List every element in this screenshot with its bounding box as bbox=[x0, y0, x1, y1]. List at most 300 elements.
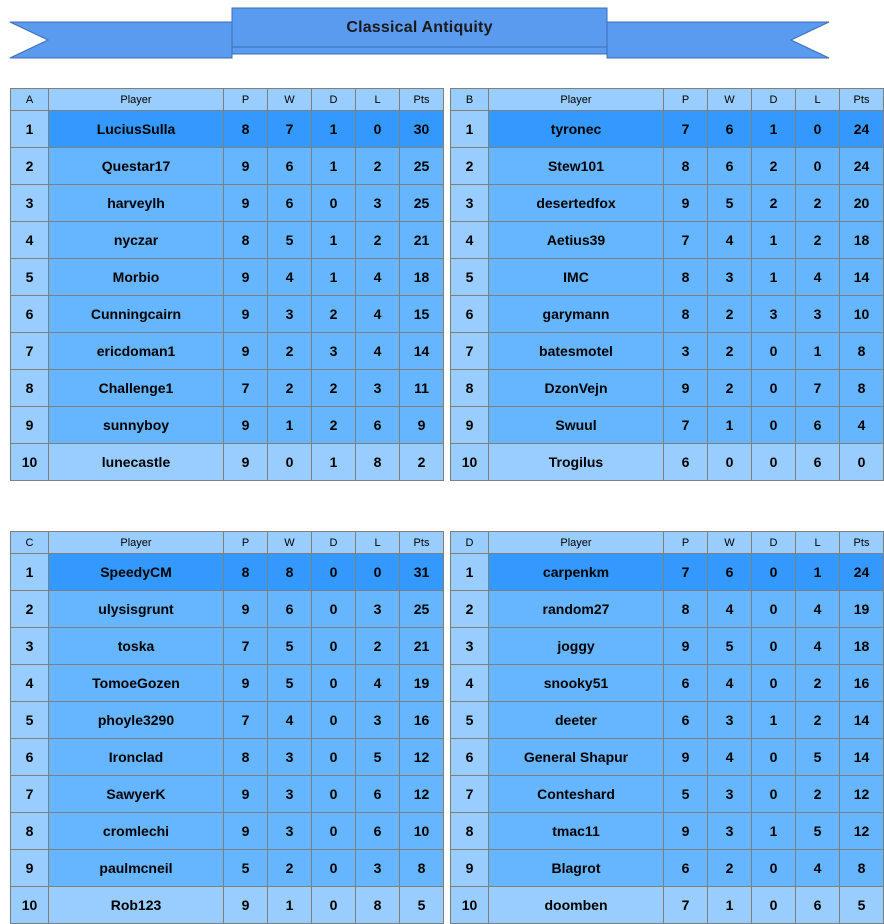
table-row bbox=[451, 185, 884, 222]
row-lost: 3 bbox=[796, 296, 840, 333]
banner bbox=[0, 0, 839, 70]
row-points: 12 bbox=[400, 739, 444, 776]
row-points: 30 bbox=[400, 111, 444, 148]
row-lost: 7 bbox=[796, 370, 840, 407]
row-won: 1 bbox=[268, 407, 312, 444]
row-lost: 2 bbox=[356, 628, 400, 665]
table-header-row bbox=[11, 532, 444, 554]
ribbon-graphic bbox=[0, 0, 839, 70]
row-player: tyronec bbox=[489, 111, 664, 148]
row-won: 2 bbox=[268, 370, 312, 407]
row-position: 10 bbox=[451, 887, 489, 924]
row-drawn: 0 bbox=[752, 887, 796, 924]
row-lost: 0 bbox=[356, 111, 400, 148]
row-position: 8 bbox=[11, 813, 49, 850]
row-points: 25 bbox=[400, 148, 444, 185]
row-drawn: 0 bbox=[752, 850, 796, 887]
row-drawn: 0 bbox=[312, 628, 356, 665]
table-row bbox=[451, 702, 884, 739]
row-played: 7 bbox=[224, 702, 268, 739]
row-won: 1 bbox=[708, 407, 752, 444]
table-row bbox=[451, 554, 884, 591]
row-player: cromlechi bbox=[49, 813, 224, 850]
row-played: 5 bbox=[664, 776, 708, 813]
row-lost: 5 bbox=[356, 739, 400, 776]
row-played: 9 bbox=[224, 148, 268, 185]
row-played: 9 bbox=[664, 739, 708, 776]
row-position: 2 bbox=[451, 148, 489, 185]
row-lost: 4 bbox=[796, 628, 840, 665]
row-played: 9 bbox=[224, 444, 268, 481]
row-won: 3 bbox=[708, 813, 752, 850]
row-drawn: 0 bbox=[312, 665, 356, 702]
row-points: 14 bbox=[840, 702, 884, 739]
table-row bbox=[11, 370, 444, 407]
row-drawn: 1 bbox=[312, 111, 356, 148]
row-position: 2 bbox=[11, 148, 49, 185]
row-player: LuciusSulla bbox=[49, 111, 224, 148]
row-won: 3 bbox=[268, 739, 312, 776]
column-header-w: W bbox=[268, 89, 312, 111]
table-row bbox=[11, 702, 444, 739]
row-player: random27 bbox=[489, 591, 664, 628]
row-drawn: 1 bbox=[312, 444, 356, 481]
row-player: joggy bbox=[489, 628, 664, 665]
row-points: 8 bbox=[840, 333, 884, 370]
row-player: garymann bbox=[489, 296, 664, 333]
row-lost: 3 bbox=[356, 702, 400, 739]
row-lost: 4 bbox=[796, 591, 840, 628]
row-position: 3 bbox=[451, 185, 489, 222]
row-won: 4 bbox=[708, 222, 752, 259]
row-player: lunecastle bbox=[49, 444, 224, 481]
standings-tables bbox=[0, 88, 870, 924]
row-drawn: 0 bbox=[752, 739, 796, 776]
row-won: 5 bbox=[708, 628, 752, 665]
row-drawn: 0 bbox=[752, 407, 796, 444]
column-header-pts: Pts bbox=[840, 89, 884, 111]
row-won: 5 bbox=[268, 628, 312, 665]
row-points: 18 bbox=[400, 259, 444, 296]
row-played: 9 bbox=[224, 333, 268, 370]
table-row bbox=[11, 887, 444, 924]
row-played: 7 bbox=[664, 887, 708, 924]
row-lost: 2 bbox=[356, 148, 400, 185]
row-player: paulmcneil bbox=[49, 850, 224, 887]
group-label: A bbox=[11, 89, 49, 111]
row-position: 5 bbox=[11, 259, 49, 296]
column-header-pts: Pts bbox=[400, 532, 444, 554]
row-played: 7 bbox=[224, 370, 268, 407]
column-header-l: L bbox=[796, 89, 840, 111]
row-drawn: 2 bbox=[752, 185, 796, 222]
row-won: 6 bbox=[708, 148, 752, 185]
row-points: 12 bbox=[840, 813, 884, 850]
row-player: Swuul bbox=[489, 407, 664, 444]
row-player: Cunningcairn bbox=[49, 296, 224, 333]
standings-table-a bbox=[10, 88, 444, 481]
table-row bbox=[451, 296, 884, 333]
row-points: 12 bbox=[400, 776, 444, 813]
column-header-p: P bbox=[224, 89, 268, 111]
row-played: 3 bbox=[664, 333, 708, 370]
row-player: toska bbox=[49, 628, 224, 665]
row-won: 4 bbox=[708, 591, 752, 628]
row-position: 9 bbox=[11, 850, 49, 887]
row-position: 10 bbox=[11, 444, 49, 481]
column-header-pts: Pts bbox=[840, 532, 884, 554]
row-lost: 2 bbox=[796, 185, 840, 222]
row-played: 6 bbox=[664, 444, 708, 481]
row-drawn: 1 bbox=[312, 148, 356, 185]
row-played: 9 bbox=[224, 776, 268, 813]
row-position: 9 bbox=[451, 850, 489, 887]
row-played: 9 bbox=[664, 185, 708, 222]
row-played: 7 bbox=[664, 222, 708, 259]
table-header-row bbox=[451, 532, 884, 554]
row-position: 8 bbox=[451, 370, 489, 407]
row-lost: 5 bbox=[796, 739, 840, 776]
row-played: 8 bbox=[664, 259, 708, 296]
row-drawn: 1 bbox=[312, 259, 356, 296]
table-row bbox=[451, 591, 884, 628]
table-row bbox=[451, 665, 884, 702]
row-drawn: 2 bbox=[312, 296, 356, 333]
column-header-d: D bbox=[752, 532, 796, 554]
row-lost: 6 bbox=[356, 813, 400, 850]
column-header-l: L bbox=[796, 532, 840, 554]
row-player: nyczar bbox=[49, 222, 224, 259]
table-row bbox=[451, 813, 884, 850]
row-drawn: 0 bbox=[312, 850, 356, 887]
row-points: 24 bbox=[840, 148, 884, 185]
row-position: 6 bbox=[11, 296, 49, 333]
row-lost: 6 bbox=[356, 776, 400, 813]
row-position: 10 bbox=[11, 887, 49, 924]
group-label: B bbox=[451, 89, 489, 111]
table-row bbox=[11, 776, 444, 813]
row-points: 21 bbox=[400, 222, 444, 259]
row-won: 4 bbox=[268, 702, 312, 739]
table-row bbox=[451, 887, 884, 924]
row-player: Stew101 bbox=[489, 148, 664, 185]
row-position: 2 bbox=[11, 591, 49, 628]
row-points: 10 bbox=[400, 813, 444, 850]
row-drawn: 0 bbox=[752, 591, 796, 628]
table-row bbox=[11, 628, 444, 665]
row-player: snooky51 bbox=[489, 665, 664, 702]
row-position: 2 bbox=[451, 591, 489, 628]
row-won: 6 bbox=[268, 185, 312, 222]
row-won: 6 bbox=[268, 591, 312, 628]
row-position: 6 bbox=[451, 739, 489, 776]
row-player: DzonVejn bbox=[489, 370, 664, 407]
column-header-w: W bbox=[708, 532, 752, 554]
table-row bbox=[11, 333, 444, 370]
row-won: 3 bbox=[708, 776, 752, 813]
row-lost: 3 bbox=[356, 185, 400, 222]
row-position: 3 bbox=[11, 628, 49, 665]
row-won: 3 bbox=[708, 259, 752, 296]
row-player: Blagrot bbox=[489, 850, 664, 887]
row-lost: 4 bbox=[356, 296, 400, 333]
column-header-l: L bbox=[356, 532, 400, 554]
row-player: TomoeGozen bbox=[49, 665, 224, 702]
column-header-d: D bbox=[752, 89, 796, 111]
column-header-w: W bbox=[268, 532, 312, 554]
row-played: 8 bbox=[664, 591, 708, 628]
row-won: 6 bbox=[268, 148, 312, 185]
row-played: 6 bbox=[664, 850, 708, 887]
row-drawn: 0 bbox=[752, 628, 796, 665]
row-player: Morbio bbox=[49, 259, 224, 296]
row-drawn: 1 bbox=[752, 702, 796, 739]
table-row bbox=[11, 850, 444, 887]
table-row bbox=[451, 407, 884, 444]
row-won: 1 bbox=[268, 887, 312, 924]
row-player: Trogilus bbox=[489, 444, 664, 481]
row-played: 6 bbox=[664, 702, 708, 739]
column-header-player: Player bbox=[489, 89, 664, 111]
table-header-row bbox=[451, 89, 884, 111]
row-drawn: 2 bbox=[312, 407, 356, 444]
row-drawn: 0 bbox=[312, 739, 356, 776]
row-position: 5 bbox=[451, 259, 489, 296]
row-position: 9 bbox=[451, 407, 489, 444]
row-points: 20 bbox=[840, 185, 884, 222]
column-header-p: P bbox=[664, 532, 708, 554]
row-drawn: 2 bbox=[312, 370, 356, 407]
row-position: 4 bbox=[451, 222, 489, 259]
table-row bbox=[451, 370, 884, 407]
row-points: 16 bbox=[840, 665, 884, 702]
row-player: IMC bbox=[489, 259, 664, 296]
row-won: 6 bbox=[708, 554, 752, 591]
row-won: 4 bbox=[708, 665, 752, 702]
row-lost: 0 bbox=[796, 148, 840, 185]
row-won: 2 bbox=[708, 333, 752, 370]
table-row bbox=[451, 333, 884, 370]
row-drawn: 0 bbox=[752, 776, 796, 813]
row-player: SawyerK bbox=[49, 776, 224, 813]
row-won: 8 bbox=[268, 554, 312, 591]
row-player: phoyle3290 bbox=[49, 702, 224, 739]
row-won: 5 bbox=[268, 222, 312, 259]
row-lost: 1 bbox=[796, 554, 840, 591]
row-points: 14 bbox=[840, 739, 884, 776]
row-drawn: 1 bbox=[752, 111, 796, 148]
row-played: 5 bbox=[224, 850, 268, 887]
table-row bbox=[451, 628, 884, 665]
row-won: 3 bbox=[708, 702, 752, 739]
row-drawn: 3 bbox=[752, 296, 796, 333]
row-drawn: 0 bbox=[752, 554, 796, 591]
row-won: 2 bbox=[708, 296, 752, 333]
row-won: 6 bbox=[708, 111, 752, 148]
row-played: 9 bbox=[224, 813, 268, 850]
row-lost: 4 bbox=[356, 259, 400, 296]
table-row bbox=[11, 665, 444, 702]
row-lost: 4 bbox=[796, 259, 840, 296]
row-played: 9 bbox=[224, 591, 268, 628]
row-points: 25 bbox=[400, 185, 444, 222]
row-drawn: 1 bbox=[752, 259, 796, 296]
row-points: 14 bbox=[400, 333, 444, 370]
row-drawn: 0 bbox=[312, 554, 356, 591]
row-lost: 3 bbox=[356, 370, 400, 407]
row-drawn: 1 bbox=[752, 222, 796, 259]
row-lost: 2 bbox=[356, 222, 400, 259]
row-player: Rob123 bbox=[49, 887, 224, 924]
row-won: 0 bbox=[268, 444, 312, 481]
row-points: 8 bbox=[840, 370, 884, 407]
row-drawn: 1 bbox=[752, 813, 796, 850]
table-row bbox=[451, 776, 884, 813]
column-header-d: D bbox=[312, 532, 356, 554]
standings-table-b bbox=[450, 88, 884, 481]
row-played: 8 bbox=[224, 222, 268, 259]
row-played: 9 bbox=[224, 407, 268, 444]
row-drawn: 0 bbox=[752, 333, 796, 370]
row-player: ulysisgrunt bbox=[49, 591, 224, 628]
row-won: 7 bbox=[268, 111, 312, 148]
row-won: 2 bbox=[708, 850, 752, 887]
row-position: 9 bbox=[11, 407, 49, 444]
row-points: 18 bbox=[840, 628, 884, 665]
row-position: 7 bbox=[11, 776, 49, 813]
row-lost: 6 bbox=[796, 444, 840, 481]
column-header-d: D bbox=[312, 89, 356, 111]
row-played: 8 bbox=[664, 148, 708, 185]
row-points: 10 bbox=[840, 296, 884, 333]
row-won: 2 bbox=[268, 850, 312, 887]
row-points: 14 bbox=[840, 259, 884, 296]
row-drawn: 0 bbox=[752, 444, 796, 481]
row-player: Aetius39 bbox=[489, 222, 664, 259]
row-position: 10 bbox=[451, 444, 489, 481]
row-lost: 8 bbox=[356, 444, 400, 481]
row-drawn: 0 bbox=[312, 887, 356, 924]
row-position: 7 bbox=[11, 333, 49, 370]
row-won: 4 bbox=[708, 739, 752, 776]
row-position: 4 bbox=[11, 665, 49, 702]
row-points: 24 bbox=[840, 111, 884, 148]
row-position: 5 bbox=[11, 702, 49, 739]
row-position: 7 bbox=[451, 776, 489, 813]
row-position: 4 bbox=[11, 222, 49, 259]
row-lost: 6 bbox=[796, 407, 840, 444]
table-row bbox=[11, 407, 444, 444]
row-player: desertedfox bbox=[489, 185, 664, 222]
row-position: 1 bbox=[451, 554, 489, 591]
standings-table-c bbox=[10, 531, 444, 924]
table-row bbox=[11, 813, 444, 850]
row-player: Challenge1 bbox=[49, 370, 224, 407]
row-played: 6 bbox=[664, 665, 708, 702]
row-played: 9 bbox=[224, 259, 268, 296]
row-lost: 2 bbox=[796, 776, 840, 813]
row-drawn: 3 bbox=[312, 333, 356, 370]
page-title: Classical Antiquity bbox=[346, 19, 493, 36]
row-player: Ironclad bbox=[49, 739, 224, 776]
row-played: 9 bbox=[224, 296, 268, 333]
row-points: 11 bbox=[400, 370, 444, 407]
row-drawn: 0 bbox=[752, 665, 796, 702]
row-won: 2 bbox=[708, 370, 752, 407]
row-points: 19 bbox=[840, 591, 884, 628]
group-label: C bbox=[11, 532, 49, 554]
row-points: 0 bbox=[840, 444, 884, 481]
table-row bbox=[11, 591, 444, 628]
row-drawn: 0 bbox=[312, 813, 356, 850]
row-won: 3 bbox=[268, 813, 312, 850]
table-header-row bbox=[11, 89, 444, 111]
row-position: 8 bbox=[11, 370, 49, 407]
row-lost: 0 bbox=[796, 111, 840, 148]
row-drawn: 2 bbox=[752, 148, 796, 185]
row-played: 7 bbox=[224, 628, 268, 665]
column-header-player: Player bbox=[49, 89, 224, 111]
row-points: 8 bbox=[400, 850, 444, 887]
row-position: 6 bbox=[11, 739, 49, 776]
row-player: SpeedyCM bbox=[49, 554, 224, 591]
row-lost: 8 bbox=[356, 887, 400, 924]
row-points: 19 bbox=[400, 665, 444, 702]
row-position: 4 bbox=[451, 665, 489, 702]
row-position: 1 bbox=[11, 111, 49, 148]
row-points: 15 bbox=[400, 296, 444, 333]
row-won: 4 bbox=[268, 259, 312, 296]
column-header-l: L bbox=[356, 89, 400, 111]
row-won: 3 bbox=[268, 776, 312, 813]
row-drawn: 0 bbox=[312, 591, 356, 628]
row-points: 18 bbox=[840, 222, 884, 259]
row-points: 12 bbox=[840, 776, 884, 813]
row-position: 1 bbox=[11, 554, 49, 591]
row-player: sunnyboy bbox=[49, 407, 224, 444]
table-row bbox=[11, 222, 444, 259]
table-row bbox=[451, 850, 884, 887]
row-player: ericdoman1 bbox=[49, 333, 224, 370]
row-position: 3 bbox=[11, 185, 49, 222]
table-row bbox=[11, 185, 444, 222]
row-points: 24 bbox=[840, 554, 884, 591]
row-points: 21 bbox=[400, 628, 444, 665]
table-row bbox=[451, 148, 884, 185]
table-row bbox=[11, 259, 444, 296]
row-position: 1 bbox=[451, 111, 489, 148]
row-points: 25 bbox=[400, 591, 444, 628]
row-played: 9 bbox=[224, 185, 268, 222]
row-lost: 6 bbox=[356, 407, 400, 444]
row-lost: 1 bbox=[796, 333, 840, 370]
row-played: 8 bbox=[224, 111, 268, 148]
column-header-player: Player bbox=[49, 532, 224, 554]
row-played: 8 bbox=[664, 296, 708, 333]
row-points: 4 bbox=[840, 407, 884, 444]
row-points: 5 bbox=[840, 887, 884, 924]
row-points: 8 bbox=[840, 850, 884, 887]
column-header-player: Player bbox=[489, 532, 664, 554]
row-played: 7 bbox=[664, 554, 708, 591]
row-lost: 3 bbox=[356, 850, 400, 887]
row-points: 9 bbox=[400, 407, 444, 444]
row-drawn: 1 bbox=[312, 222, 356, 259]
row-player: harveylh bbox=[49, 185, 224, 222]
row-lost: 5 bbox=[796, 813, 840, 850]
row-lost: 4 bbox=[356, 665, 400, 702]
row-lost: 3 bbox=[356, 591, 400, 628]
